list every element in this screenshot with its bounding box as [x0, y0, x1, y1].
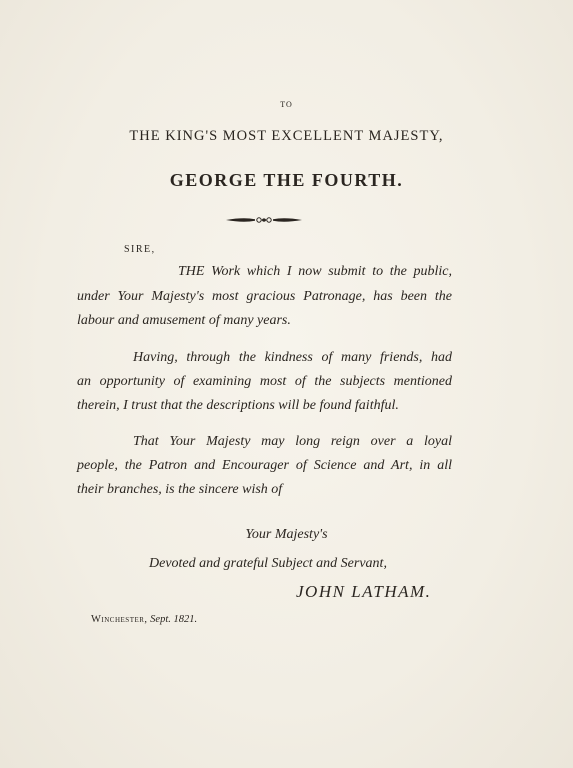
paragraph-3-line-3: their branches, is the sincere wish of: [77, 482, 283, 497]
ornamental-rule-icon: [225, 214, 303, 226]
paragraph-2-line-3: therein, I trust that the descriptions will be found faithful.: [77, 398, 399, 413]
dedication-to: TO: [280, 100, 293, 109]
signature: JOHN LATHAM.: [296, 582, 432, 601]
closing-line-2: Devoted and grateful Subject and Servant,: [149, 556, 387, 571]
paragraph-1-line-1: THE Work which I now submit to the public,: [178, 264, 452, 279]
recipient-name: GEORGE THE FOURTH.: [169, 170, 404, 190]
paragraph-1-line-2: under Your Majesty's most gracious Patronage, has been the: [77, 289, 452, 304]
salutation: SIRE,: [124, 244, 156, 255]
closing-line-1: Your Majesty's: [245, 527, 328, 542]
paragraph-2-line-2: an opportunity of examining most of the subjects mentioned: [77, 374, 452, 389]
paragraph-3-line-1: That Your Majesty may long reign over a loyal: [133, 434, 452, 449]
place-and-date: [91, 614, 197, 625]
paragraph-2-line-1: Having, through the kindness of many friends, had: [133, 350, 452, 365]
paragraph-1-line-3: labour and amusement of many years.: [77, 313, 291, 328]
date: Sept. 1821.: [150, 614, 198, 625]
recipient-title: THE KING'S MOST EXCELLENT MAJESTY,: [129, 128, 444, 144]
place: Winchester,: [91, 614, 148, 625]
paragraph-3-line-2: people, the Patron and Encourager of Science and Art, in all: [77, 458, 452, 473]
